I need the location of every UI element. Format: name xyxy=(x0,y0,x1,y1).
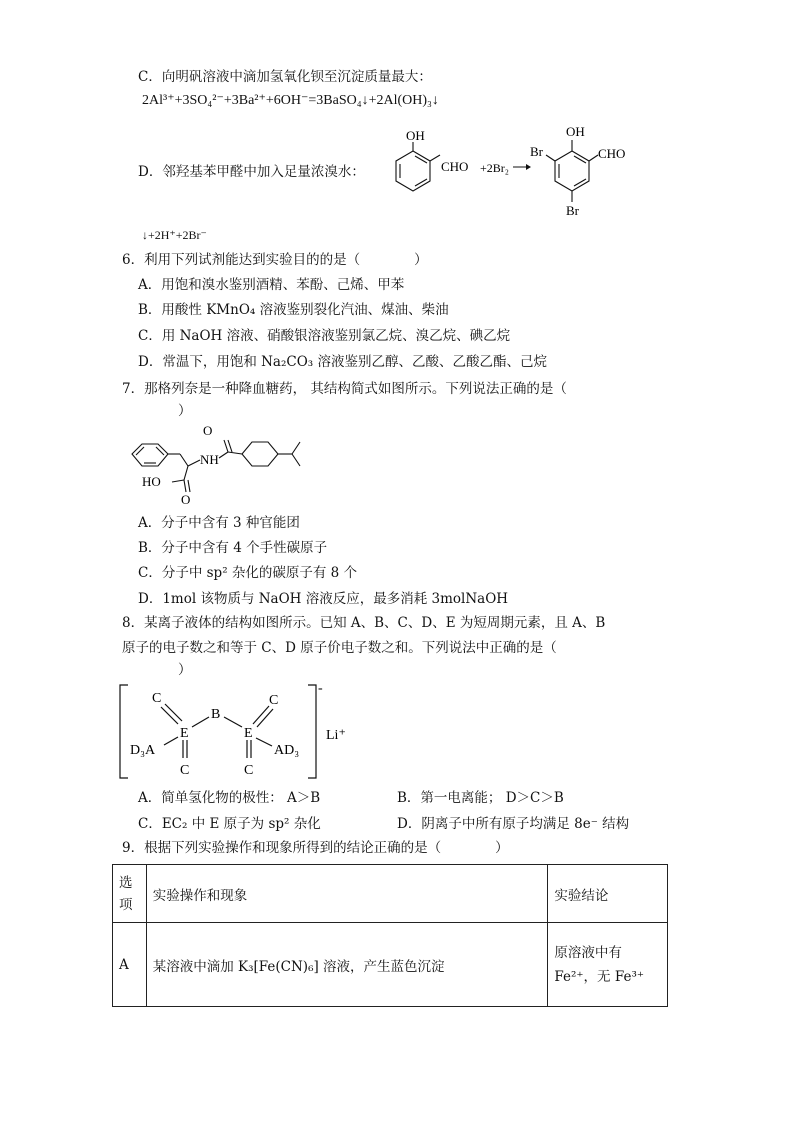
q5-option-d: D．邻羟基苯甲醛中加入足量浓溴水： xyxy=(138,164,365,180)
q7-label-ho: HO xyxy=(142,474,161,489)
q8-option-b: B．第一电离能； D＞C＞B xyxy=(397,790,564,806)
q6-option-d: D．常温下，用饱和 Na₂CO₃ 溶液鉴别乙醇、乙酸、乙酸乙酯、己烷 xyxy=(138,354,547,370)
q8-atom-b: B xyxy=(211,707,221,722)
q8-atom-c1: C xyxy=(152,691,162,706)
q6-option-a: A．用饱和溴水鉴别酒精、苯酚、己烯、甲苯 xyxy=(138,277,405,293)
q8-atom-c4: C xyxy=(244,763,254,778)
q8-stem-line2: 原子的电子数之和等于 C、D 原子价电子数之和。下列说法中正确的是（ xyxy=(122,640,557,656)
q5-d-tail: ↓+2H⁺+2Br⁻ xyxy=(142,228,207,242)
q6-stem: 6．利用下列试剂能达到实验目的的是（ ） xyxy=(122,252,428,268)
q8-atom-c2: C xyxy=(269,693,279,708)
q8-group-ad3: AD₃ xyxy=(274,743,300,758)
q5-product-br-left: Br xyxy=(530,144,543,159)
q5-product-br-bottom: Br xyxy=(566,203,579,218)
q7-option-a: A．分子中含有 3 种官能团 xyxy=(138,515,300,531)
q5-product-oh: OH xyxy=(566,124,585,139)
q5-reactant-cho: CHO xyxy=(441,159,469,174)
q8-atom-c3: C xyxy=(180,763,190,778)
q7-option-c: C．分子中 sp² 杂化的碳原子有 8 个 xyxy=(138,565,358,581)
q6-option-c: C．用 NaOH 溶液、硝酸银溶液鉴别氯乙烷、溴乙烷、碘乙烷 xyxy=(138,328,511,344)
q8-group-d3a: D₃A xyxy=(130,743,156,758)
q8-atom-e1: E xyxy=(180,726,189,741)
q7-label-nh: NH xyxy=(200,452,219,467)
row-conclusion: 原溶液中有 Fe²⁺，无 Fe³⁺ xyxy=(548,923,668,1007)
q8-ion-structure xyxy=(116,682,366,782)
q5-product-cho: CHO xyxy=(598,146,626,161)
q6-option-b: B．用酸性 KMnO₄ 溶液鉴别裂化汽油、煤油、柴油 xyxy=(138,302,449,318)
row-option: A xyxy=(113,923,147,1007)
q7-option-d: D．1mol 该物质与 NaOH 溶液反应，最多消耗 3molNaOH xyxy=(138,591,509,607)
row-operation: 某溶液中滴加 K₃[Fe(CN)₆] 溶液，产生蓝色沉淀 xyxy=(146,923,548,1007)
q8-option-d: D．阴离子中所有原子均满足 8e⁻ 结构 xyxy=(397,816,630,832)
q5-option-c: C．向明矾溶液中滴加氢氧化钡至沉淀质量最大： xyxy=(138,69,432,85)
header-option: 选项 xyxy=(113,865,147,923)
header-operation: 实验操作和现象 xyxy=(146,865,548,923)
table-header-row xyxy=(113,865,668,923)
q9-stem: 9．根据下列实验操作和现象所得到的结论正确的是（ ） xyxy=(122,840,509,856)
q8-lithium-cation: Li⁺ xyxy=(326,728,346,743)
q5-c-equation: 2Al³⁺+3SO₄²⁻+3Ba²⁺+6OH⁻=3BaSO₄↓+2Al(OH)₃↓ xyxy=(142,93,439,108)
q5-reaction-diagram xyxy=(380,118,670,222)
q7-stem-line1: 7．那格列奈是一种降血糖药， 其结构简式如图所示。下列说法正确的是（ xyxy=(122,381,567,397)
q9-experiment-table xyxy=(112,864,668,1007)
q7-label-o-top: O xyxy=(203,424,213,438)
q7-label-o-bottom: O xyxy=(181,492,191,507)
q8-option-a: A．简单氢化物的极性： A＞B xyxy=(138,790,321,806)
q8-stem-line3: ） xyxy=(178,662,192,678)
q8-atom-e2: E xyxy=(244,726,253,741)
q7-nateglinide-structure xyxy=(118,424,328,508)
q5-reactant-oh: OH xyxy=(406,128,425,143)
q8-option-c: C．EC₂ 中 E 原子为 sp² 杂化 xyxy=(138,816,321,832)
q5-reagent: +2Br₂ xyxy=(480,161,509,175)
q8-anion-charge: - xyxy=(318,682,323,696)
q8-stem-line1: 8．某离子液体的结构如图所示。已知 A、B、C、D、E 为短周期元素，且 A、B xyxy=(122,615,606,631)
table-row xyxy=(113,923,668,1007)
header-conclusion: 实验结论 xyxy=(548,865,668,923)
q7-stem-line2: ） xyxy=(178,403,192,419)
q7-option-b: B．分子中含有 4 个手性碳原子 xyxy=(138,540,328,556)
